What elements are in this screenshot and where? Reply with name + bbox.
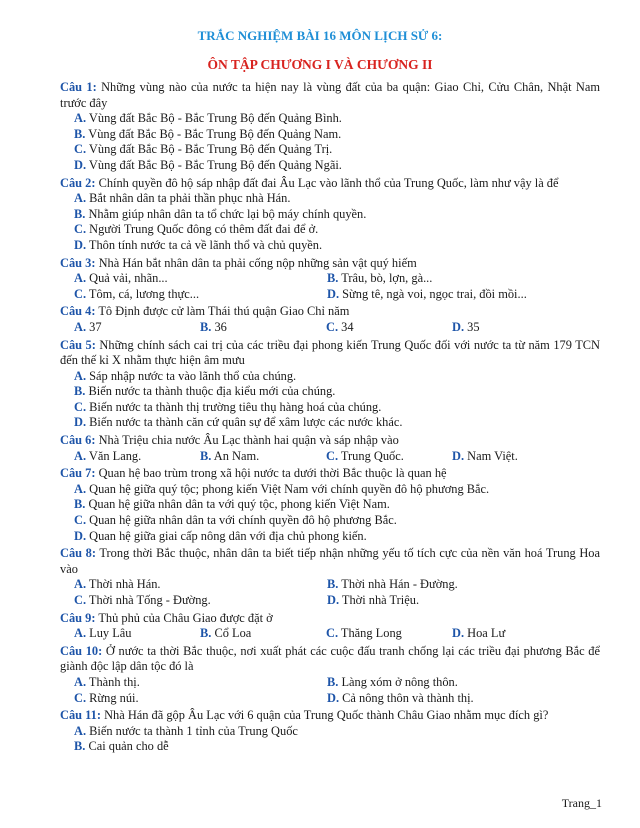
- question-number: Câu 10:: [60, 643, 103, 658]
- option-text: An Nam.: [213, 448, 260, 463]
- question-text: Nhà Hán đã gộp Âu Lạc với 6 quận của Trung Quốc thành Châu Giao nhằm mục đích gì?: [104, 708, 549, 723]
- answer-option: [74, 369, 600, 385]
- question-stem: [60, 176, 600, 192]
- option-letter: B.: [200, 319, 212, 334]
- answer-option: [74, 191, 600, 207]
- option-letter: B.: [200, 626, 212, 641]
- option-text: Sừng tê, ngà voi, ngọc trai, đồi mồi...: [342, 286, 527, 301]
- page-title: TRẮC NGHIỆM BÀI 16 MÔN LỊCH SỬ 6:: [197, 28, 443, 43]
- option-letter: A.: [74, 319, 87, 334]
- option-text: Biến nước ta thành căn cứ quân sự để xâm lược các nước khác.: [89, 415, 403, 430]
- option-row: [74, 593, 600, 609]
- answer-option: [200, 449, 326, 465]
- option-text: Quan hệ giữa quý tộc; phong kiến Việt Nam với chính quyền đô hộ phương Bắc.: [89, 481, 490, 496]
- question-stem: [60, 433, 600, 449]
- option-letter: C.: [74, 142, 87, 157]
- answer-option: [74, 691, 327, 707]
- question: [60, 338, 600, 432]
- answer-option: [326, 320, 452, 336]
- answer-option: [74, 384, 600, 400]
- question: [60, 546, 600, 608]
- question: [60, 433, 600, 464]
- question-number: Câu 8:: [60, 546, 96, 561]
- question-number: Câu 3:: [60, 255, 96, 270]
- answer-option: [74, 739, 600, 755]
- option-letter: A.: [74, 723, 87, 738]
- option-letter: D.: [74, 528, 87, 543]
- option-text: 37: [89, 319, 102, 334]
- answer-option: [200, 626, 326, 642]
- option-letter: C.: [326, 319, 339, 334]
- option-row: [74, 287, 600, 303]
- option-letter: D.: [74, 157, 87, 172]
- option-text: Thời nhà Triệu.: [341, 593, 420, 607]
- option-text: Trung Quốc.: [340, 448, 404, 463]
- answer-option: [74, 449, 200, 465]
- answer-option: [452, 449, 578, 465]
- option-letter: B.: [200, 448, 212, 463]
- option-letter: D.: [327, 690, 340, 705]
- option-row: [74, 320, 600, 336]
- option-text: Cổ Loa: [214, 626, 252, 641]
- question-stem: [60, 546, 600, 577]
- question-text: Tô Định được cử làm Thái thú quận Giao Chỉ năm: [98, 304, 350, 319]
- option-text: Thôn tính nước ta cả về lãnh thổ và chủ quyền.: [88, 237, 323, 252]
- option-letter: B.: [74, 126, 86, 141]
- option-row: [74, 577, 600, 593]
- option-text: Quan hệ giữa giai cấp nông dân với địa chủ phong kiến.: [89, 528, 367, 543]
- answer-option: [327, 593, 580, 609]
- option-text: Luy Lâu: [89, 626, 132, 641]
- question-number: Câu 1:: [60, 80, 97, 94]
- option-letter: B.: [74, 739, 86, 754]
- option-letter: C.: [326, 626, 339, 641]
- option-text: Thăng Long: [340, 626, 402, 641]
- answer-option: [74, 127, 600, 143]
- option-row: [74, 675, 600, 691]
- option-text: Làng xóm ở nông thôn.: [341, 674, 458, 689]
- answer-option: [74, 482, 600, 498]
- option-text: 34: [341, 319, 354, 334]
- answer-option: [74, 724, 600, 740]
- option-letter: A.: [74, 481, 87, 496]
- question-number: Câu 9:: [60, 610, 96, 625]
- page-subtitle: ÔN TẬP CHƯƠNG I VÀ CHƯƠNG II: [207, 57, 433, 72]
- question-text: Nhà Hán bắt nhân dân ta phải cống nộp những sản vật quý hiếm: [98, 255, 417, 270]
- option-text: Nhằm giúp nhân dân ta tổ chức lại bộ máy chính quyền.: [88, 206, 367, 221]
- option-letter: D.: [327, 593, 340, 607]
- answer-option: [74, 222, 600, 238]
- answer-option: [74, 626, 200, 642]
- option-letter: B.: [327, 271, 339, 286]
- option-letter: A.: [74, 448, 87, 463]
- option-letter: B.: [327, 577, 339, 592]
- option-text: Vùng đất Bắc Bộ - Bắc Trung Bộ đến Quảng Nam.: [88, 126, 342, 141]
- option-letter: C.: [74, 593, 87, 607]
- option-letter: D.: [74, 237, 87, 252]
- question-text: Ở nước ta thời Bắc thuộc, nơi xuất phát các cuộc đấu tranh chống lại các triều đại phương Bắc để giành độc lập dân tộc đó là: [60, 643, 600, 674]
- answer-option: [74, 158, 600, 174]
- option-text: Cai quản cho dễ: [88, 739, 169, 754]
- option-letter: C.: [326, 448, 339, 463]
- question-text: Nhà Triệu chia nước Âu Lạc thành hai quận và sáp nhập vào: [98, 433, 399, 448]
- answer-option: [74, 320, 200, 336]
- answer-option: [74, 142, 600, 158]
- option-text: Bắt nhân dân ta phải thần phục nhà Hán.: [89, 191, 291, 206]
- question-list: [60, 80, 600, 757]
- option-text: Thời nhà Hán - Đường.: [341, 577, 458, 592]
- option-text: Vùng đất Bắc Bộ - Bắc Trung Bộ đến Quảng Trị.: [88, 142, 333, 157]
- option-letter: C.: [74, 286, 87, 301]
- option-row: [74, 271, 600, 287]
- option-letter: B.: [74, 384, 86, 399]
- answer-option: [74, 513, 600, 529]
- question: [60, 304, 600, 335]
- question-stem: [60, 80, 600, 111]
- option-text: Biến nước ta thành 1 tỉnh của Trung Quốc: [89, 723, 298, 738]
- answer-option: [452, 626, 578, 642]
- answer-option: [74, 415, 600, 431]
- option-text: Quả vải, nhãn...: [89, 271, 168, 286]
- answer-option: [74, 207, 600, 223]
- option-text: 36: [214, 319, 227, 334]
- option-text: Sáp nhập nước ta vào lãnh thổ của chúng.: [89, 368, 297, 383]
- option-text: Vùng đất Bắc Bộ - Bắc Trung Bộ đến Quảng Bình.: [88, 111, 342, 126]
- option-text: Quan hệ giữa nhân dân ta với chính quyền đô hộ phương Bắc.: [89, 513, 397, 528]
- question-text: Những chính sách cai trị của các triều đại phong kiến Trung Quốc đối với nước ta từ năm 179 TCN đến thế kỉ X nhằm thực hiện âm mưu: [60, 337, 600, 368]
- option-letter: C.: [74, 399, 87, 414]
- option-letter: A.: [74, 191, 87, 206]
- question: [60, 176, 600, 254]
- option-text: Thời nhà Hán.: [88, 577, 161, 592]
- answer-option: [327, 577, 580, 593]
- answer-option: [327, 675, 580, 691]
- option-row: [74, 691, 600, 707]
- question: [60, 466, 600, 544]
- question-stem: [60, 611, 600, 627]
- answer-option: [200, 320, 326, 336]
- question: [60, 708, 600, 755]
- option-letter: B.: [327, 674, 339, 689]
- question-number: Câu 4:: [60, 304, 96, 319]
- question-stem: [60, 256, 600, 272]
- option-letter: A.: [74, 111, 87, 126]
- question-number: Câu 5:: [60, 337, 96, 352]
- question-number: Câu 7:: [60, 466, 96, 481]
- option-letter: C.: [74, 513, 87, 528]
- option-text: Tôm, cá, lương thực...: [88, 286, 200, 301]
- question-text: Chính quyền đô hộ sáp nhập đất đai Âu Lạc vào lãnh thổ của Trung Quốc, làm như vậy là để: [98, 175, 559, 190]
- question: [60, 644, 600, 706]
- page-number: Trang_1: [561, 796, 602, 810]
- question-stem: [60, 338, 600, 369]
- answer-option: [74, 529, 600, 545]
- option-text: 35: [467, 319, 480, 334]
- option-row: [74, 449, 600, 465]
- option-letter: A.: [74, 626, 87, 641]
- option-letter: C.: [74, 690, 87, 705]
- option-text: Rừng núi.: [89, 690, 139, 705]
- option-text: Thời nhà Tống - Đường.: [88, 593, 211, 607]
- answer-option: [74, 400, 600, 416]
- question: [60, 80, 600, 174]
- answer-option: [452, 320, 578, 336]
- option-text: Nam Việt.: [467, 448, 518, 463]
- option-letter: B.: [74, 497, 86, 512]
- option-letter: A.: [74, 577, 87, 592]
- option-letter: D.: [452, 626, 465, 641]
- answer-option: [74, 111, 600, 127]
- option-letter: D.: [452, 319, 465, 334]
- question: [60, 611, 600, 642]
- answer-option: [74, 577, 327, 593]
- answer-option: [74, 675, 327, 691]
- question-text: Thủ phủ của Châu Giao được đặt ở: [98, 610, 273, 625]
- option-text: Văn Lang.: [88, 448, 142, 463]
- answer-option: [327, 271, 580, 287]
- answer-option: [74, 238, 600, 254]
- question-stem: [60, 708, 600, 724]
- question-stem: [60, 644, 600, 675]
- option-text: Thành thị.: [88, 674, 140, 689]
- answer-option: [74, 271, 327, 287]
- question-text: Những vùng nào của nước ta hiện nay là vùng đất của ba quận: Giao Chỉ, Cửu Chân, Nhật Nam trước đây: [60, 80, 600, 110]
- question-number: Câu 6:: [60, 433, 96, 448]
- option-text: Quan hệ giữa nhân dân ta với quý tộc, phong kiến Việt Nam.: [88, 497, 390, 512]
- question-stem: [60, 304, 600, 320]
- option-letter: D.: [74, 415, 87, 430]
- question-text: Quan hệ bao trùm trong xã hội nước ta dưới thời Bắc thuộc là quan hệ: [98, 466, 447, 481]
- answer-option: [74, 287, 327, 303]
- question-number: Câu 2:: [60, 175, 96, 190]
- answer-option: [326, 626, 452, 642]
- option-letter: A.: [74, 271, 87, 286]
- option-text: Biến nước ta thành thuộc địa kiểu mới của chúng.: [88, 384, 336, 399]
- option-text: Trâu, bò, lợn, gà...: [341, 271, 433, 286]
- question-text: Trong thời Bắc thuộc, nhân dân ta biết tiếp nhận những yếu tố tích cực của nền văn hoá Trung Hoa vào: [60, 546, 601, 576]
- option-letter: D.: [327, 286, 340, 301]
- option-letter: A.: [74, 674, 87, 689]
- option-text: Cả nông thôn và thành thị.: [342, 690, 474, 705]
- answer-option: [327, 287, 580, 303]
- question-number: Câu 11:: [60, 708, 101, 723]
- option-letter: B.: [74, 206, 86, 221]
- option-text: Hoa Lư: [467, 626, 506, 641]
- answer-option: [327, 691, 580, 707]
- option-text: Vùng đất Bắc Bộ - Bắc Trung Bộ đến Quảng Ngãi.: [88, 157, 342, 172]
- answer-option: [74, 593, 327, 609]
- option-letter: A.: [74, 368, 87, 383]
- question-stem: [60, 466, 600, 482]
- option-letter: C.: [74, 222, 87, 237]
- answer-option: [74, 497, 600, 513]
- option-text: Biến nước ta thành thị trường tiêu thụ hàng hoá của chúng.: [89, 399, 382, 414]
- option-row: [74, 626, 600, 642]
- answer-option: [326, 449, 452, 465]
- option-text: Người Trung Quốc đông có thêm đất đai để ở.: [89, 222, 319, 237]
- question: [60, 256, 600, 303]
- option-letter: D.: [452, 448, 465, 463]
